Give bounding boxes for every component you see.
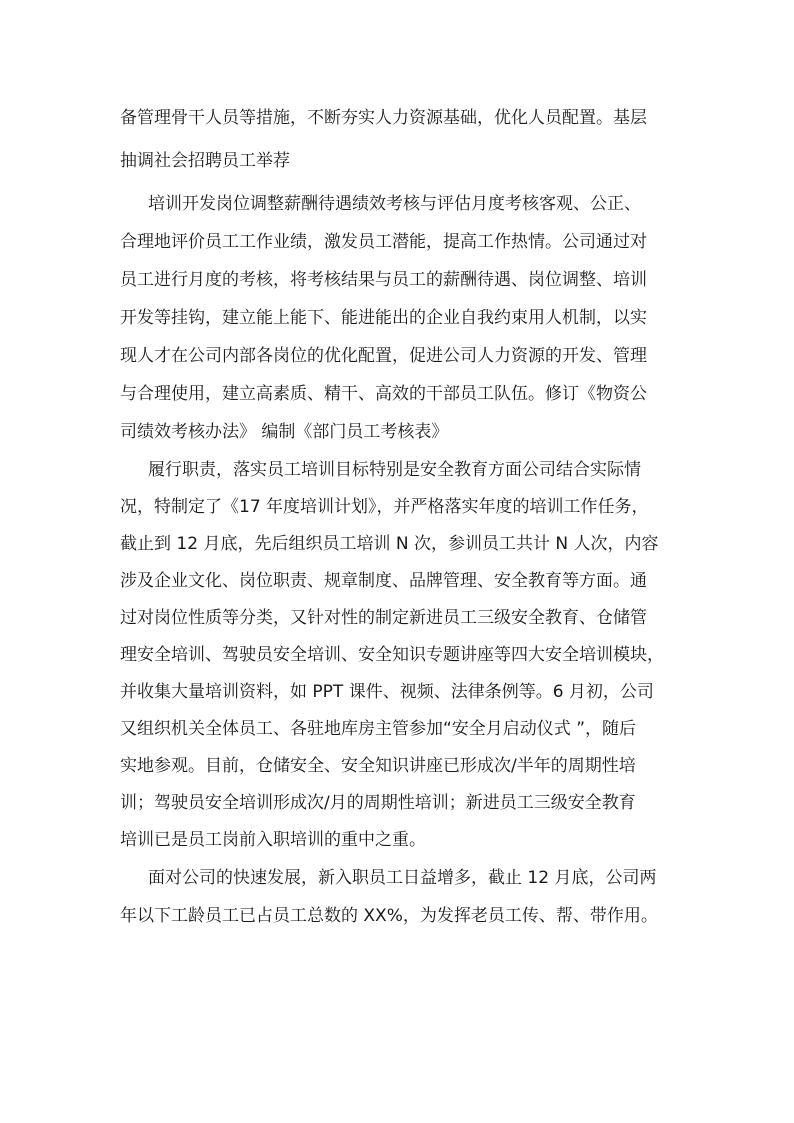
text-line: 况，特制定了《17 年度培训计划》，并严格落实年度的培训工作任务，	[120, 497, 649, 517]
text-line: 开发等挂钩，建立能上能下、能进能出的企业自我约束用人机制，以实	[120, 308, 647, 328]
paragraph-start-line: 履行职责，落实员工培训目标特别是安全教育方面公司结合实际情	[148, 460, 641, 480]
text-line: 训；驾驶员安全培训形成次/月的周期性培训；新进员工三级安全教育	[120, 793, 636, 813]
text-line: 年以下工龄员工已占员工总数的 XX%，为发挥老员工传、帮、带作用。	[120, 906, 658, 926]
text-line: 现人才在公司内部各岗位的优化配置，促进公司人力资源的开发、管理	[120, 346, 647, 366]
text-line: 实地参观。目前，仓储安全、安全知识讲座已形成次/半年的周期性培	[120, 756, 636, 776]
text-line: 涉及企业文化、岗位职责、规章制度、品牌管理、安全教育等方面。通	[120, 571, 647, 591]
text-line: 员工进行月度的考核，将考核结果与员工的薪酬待遇、岗位调整、培训	[120, 270, 647, 290]
text-line: 抽调社会招聘员工举荐	[120, 151, 290, 171]
text-line: 截止到 12 月底，先后组织员工培训 N 次，参训员工共计 N 人次，内容	[120, 534, 659, 554]
paragraph-start-line: 面对公司的快速发展，新入职员工日益增多，截止 12 月底，公司两	[148, 868, 657, 888]
text-line: 备管理骨干人员等措施，不断夯实人力资源基础，优化人员配置。基层	[120, 108, 647, 128]
text-line: 又组织机关全体员工、各驻地库房主管参加“安全月启动仪式 ”，随后	[120, 719, 637, 739]
text-line: 并收集大量培训资料，如 PPT 课件、视频、法律条例等。6 月初，公司	[120, 682, 654, 702]
text-line: 与合理使用，建立高素质、精干、高效的干部员工队伍。修订《物资公	[120, 384, 647, 404]
text-line: 司绩效考核办法》 编制《部门员工考核表》	[120, 422, 449, 442]
paragraph-start-line: 培训开发岗位调整薪酬待遇绩效考核与评估月度考核客观、公正、	[148, 194, 641, 214]
text-line: 合理地评价员工工作业绩，激发员工潜能，提高工作热情。公司通过对	[120, 232, 647, 252]
text-line: 理安全培训、驾驶员安全培训、安全知识专题讲座等四大安全培训模块，	[120, 645, 664, 665]
text-line: 培训已是员工岗前入职培训的重中之重。	[120, 830, 426, 850]
text-line: 过对岗位性质等分类，又针对性的制定新进员工三级安全教育、仓储管	[120, 608, 647, 628]
